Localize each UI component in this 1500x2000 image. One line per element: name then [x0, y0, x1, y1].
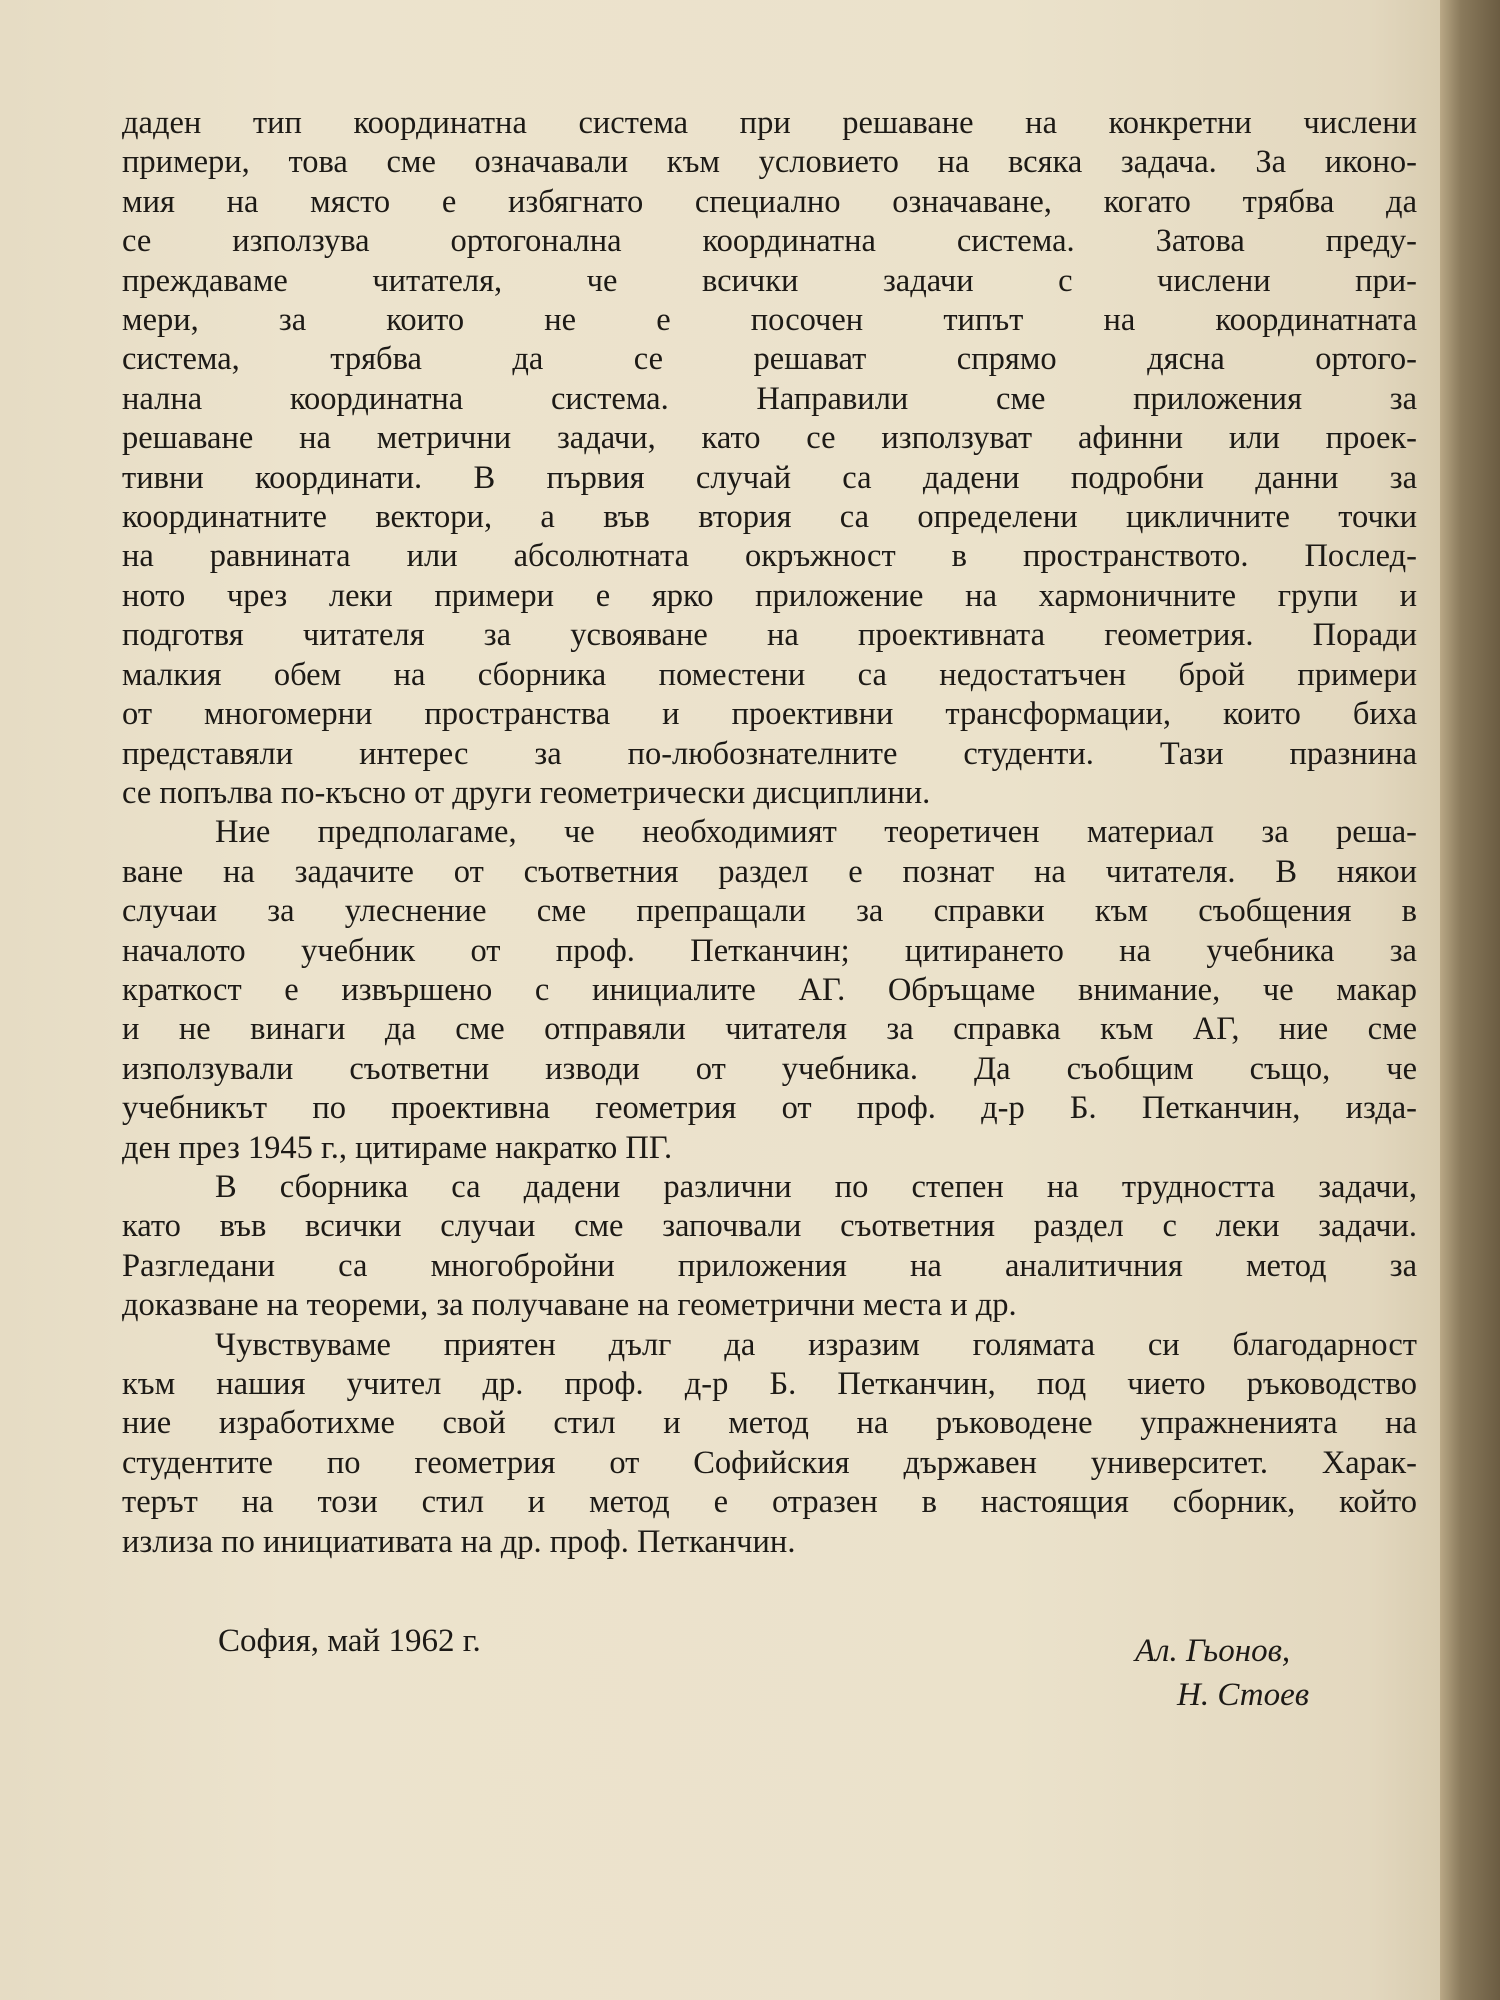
- text-line: използували съответни изводи от учебника. Да съобщим също, че: [122, 1050, 1417, 1087]
- text-line: учебникът по проективна геометрия от проф. д-р Б. Петканчин, изда-: [122, 1090, 1417, 1127]
- text-line: краткост е извършено с инициалите АГ. Обръщаме внимание, че макар: [122, 971, 1417, 1008]
- text-line: В сборника са дадени различни по степен на трудността задачи,: [215, 1168, 1417, 1205]
- text-line: мери, за които не е посочен типът на координатната: [122, 302, 1417, 339]
- text-line: ден през 1945 г., цитираме накратко ПГ.: [122, 1129, 673, 1166]
- paragraph: [122, 1168, 1417, 1326]
- text-line: примери, това сме означавали към условието на всяка задача. За иконо-: [122, 144, 1417, 181]
- text-line: тивни координати. В първия случай са дадени подробни данни за: [122, 459, 1417, 496]
- text-line: началото учебник от проф. Петканчин; цитирането на учебника за: [122, 932, 1417, 969]
- text-line: излиза по инициативата на др. проф. Петканчин.: [122, 1523, 796, 1560]
- place-and-date: София, май 1962 г.: [218, 1623, 481, 1659]
- text-line: като във всички случаи сме започвали съответния раздел с леки задачи.: [122, 1208, 1417, 1245]
- text-line: преждаваме читателя, че всички задачи с числени при-: [122, 262, 1417, 299]
- text-line: подготвя читателя за усвояване на проективната геометрия. Поради: [122, 617, 1417, 654]
- text-line: малкия обем на сборника поместени са недостатъчен брой примери: [122, 656, 1417, 693]
- text-line: доказване на теореми, за получаване на геометрични места и др.: [122, 1287, 1017, 1324]
- text-line: решаване на метрични задачи, като се използуват афинни или проек-: [122, 420, 1417, 457]
- text-line: нална координатна система. Направили сме приложения за: [122, 380, 1417, 417]
- preface-text: [122, 104, 1417, 1562]
- paragraph: [122, 813, 1417, 1168]
- authors-signature: [1135, 1629, 1309, 1717]
- text-line: се използува ортогонална координатна система. Затова преду-: [122, 223, 1417, 260]
- author-name: Н. Стоев: [1177, 1677, 1310, 1713]
- text-line: студентите по геометрия от Софийския държавен университет. Харак-: [122, 1444, 1417, 1481]
- text-line: система, трябва да се решават спрямо дясна ортого-: [122, 341, 1417, 378]
- text-line: терът на този стил и метод е отразен в настоящия сборник, който: [122, 1484, 1417, 1521]
- author-name: Ал. Гьонов,: [1135, 1633, 1291, 1669]
- text-line: Ние предполагаме, че необходимият теоретичен материал за реша-: [215, 814, 1417, 851]
- preface-footer: [0, 1615, 1440, 1715]
- book-binding-gutter: [1440, 0, 1500, 2000]
- text-line: на равнината или абсолютната окръжност в пространството. Послед-: [122, 538, 1417, 575]
- text-line: ното чрез леки примери е ярко приложение на хармоничните групи и: [122, 577, 1417, 614]
- text-line: ние изработихме свой стил и метод на ръководене упражненията на: [122, 1405, 1417, 1442]
- text-line: към нашия учител др. проф. д-р Б. Петканчин, под чието ръководство: [122, 1366, 1417, 1402]
- text-line: ване на задачите от съответния раздел е познат на читателя. В някои: [122, 853, 1417, 890]
- text-line: случаи за улеснение сме препращали за справки към съобщения в: [122, 893, 1417, 930]
- text-line: се попълва по-късно от други геометрически дисциплини.: [122, 774, 931, 811]
- text-line: от многомерни пространства и проективни трансформации, които биха: [122, 696, 1417, 733]
- text-line: Разгледани са многобройни приложения на аналитичния метод за: [122, 1247, 1417, 1284]
- text-line: даден тип координатна система при решаване на конкретни числени: [122, 105, 1417, 141]
- paragraph: [122, 104, 1417, 813]
- text-line: Чувствуваме приятен дълг да изразим голямата си благодарност: [215, 1326, 1417, 1363]
- text-line: координатните вектори, а във втория са определени цикличните точки: [122, 499, 1417, 536]
- paragraph: [122, 1326, 1417, 1562]
- text-line: и не винаги да сме отправяли читателя за справка към АГ, ние сме: [122, 1011, 1417, 1048]
- text-line: мия на място е избягнато специално означаване, когато трябва да: [122, 183, 1417, 220]
- text-line: представяли интерес за по-любознателните студенти. Тази празнина: [122, 735, 1417, 772]
